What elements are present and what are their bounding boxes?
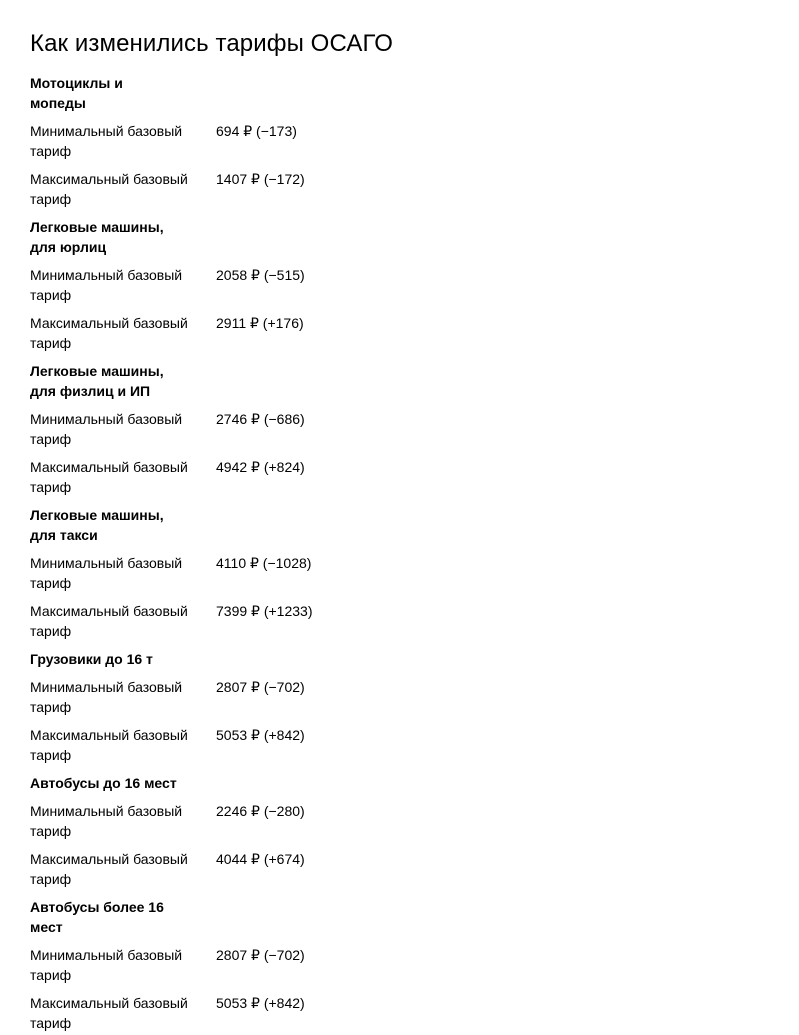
group-header: Легковые машины, для юрлиц xyxy=(30,219,164,255)
group-header: Грузовики до 16 т xyxy=(30,651,153,667)
table-row xyxy=(30,795,769,843)
tariff-label: Минимальный базовый тариф xyxy=(30,123,183,159)
tariff-label: Минимальный базовый тариф xyxy=(30,555,183,591)
tariff-label: Максимальный базовый тариф xyxy=(30,603,188,639)
group-header: Легковые машины, для такси xyxy=(30,507,164,543)
table-row xyxy=(30,843,769,891)
group-header: Легковые машины, для физлиц и ИП xyxy=(30,363,164,399)
tariff-label: Максимальный базовый тариф xyxy=(30,171,188,207)
tariff-value: 4110 ₽ (−1028) xyxy=(216,555,312,571)
table-row xyxy=(30,115,769,163)
tariff-label: Максимальный базовый тариф xyxy=(30,459,188,495)
table-row xyxy=(30,671,769,719)
table-row xyxy=(30,403,769,451)
table-row xyxy=(30,307,769,355)
tariff-label: Максимальный базовый тариф xyxy=(30,727,188,763)
group-header: Автобусы до 16 мест xyxy=(30,775,177,791)
tariff-label: Максимальный базовый тариф xyxy=(30,995,188,1031)
tariff-label: Минимальный базовый тариф xyxy=(30,947,183,983)
tariff-value: 1407 ₽ (−172) xyxy=(216,171,305,187)
page-title: Как изменились тарифы ОСАГО xyxy=(30,30,393,57)
tariff-value: 7399 ₽ (+1233) xyxy=(216,603,313,619)
table-row xyxy=(30,547,769,595)
group-header: Мотоциклы и мопеды xyxy=(30,75,123,111)
tariff-label: Максимальный базовый тариф xyxy=(30,315,188,351)
tariff-value: 4942 ₽ (+824) xyxy=(216,459,305,475)
table-row xyxy=(30,939,769,987)
table-row xyxy=(30,451,769,499)
tariff-value: 4044 ₽ (+674) xyxy=(216,851,305,867)
table-row xyxy=(30,163,769,211)
tariff-value: 2911 ₽ (+176) xyxy=(216,315,304,331)
tariff-value: 2807 ₽ (−702) xyxy=(216,679,305,695)
tariff-value: 5053 ₽ (+842) xyxy=(216,995,305,1011)
tariff-value: 2807 ₽ (−702) xyxy=(216,947,305,963)
tariff-label: Максимальный базовый тариф xyxy=(30,851,188,887)
tariff-value: 694 ₽ (−173) xyxy=(216,123,297,139)
tariff-value: 2746 ₽ (−686) xyxy=(216,411,305,427)
group-header: Автобусы более 16 мест xyxy=(30,899,164,935)
table-row xyxy=(30,987,769,1035)
tariff-value: 5053 ₽ (+842) xyxy=(216,727,305,743)
tariff-label: Минимальный базовый тариф xyxy=(30,803,183,839)
table-row xyxy=(30,719,769,767)
table-row xyxy=(30,595,769,643)
tariff-table xyxy=(30,67,769,1035)
table-row xyxy=(30,259,769,307)
tariff-label: Минимальный базовый тариф xyxy=(30,679,183,715)
tariff-value: 2246 ₽ (−280) xyxy=(216,803,305,819)
tariff-label: Минимальный базовый тариф xyxy=(30,411,183,447)
tariff-label: Минимальный базовый тариф xyxy=(30,267,183,303)
tariff-value: 2058 ₽ (−515) xyxy=(216,267,305,283)
